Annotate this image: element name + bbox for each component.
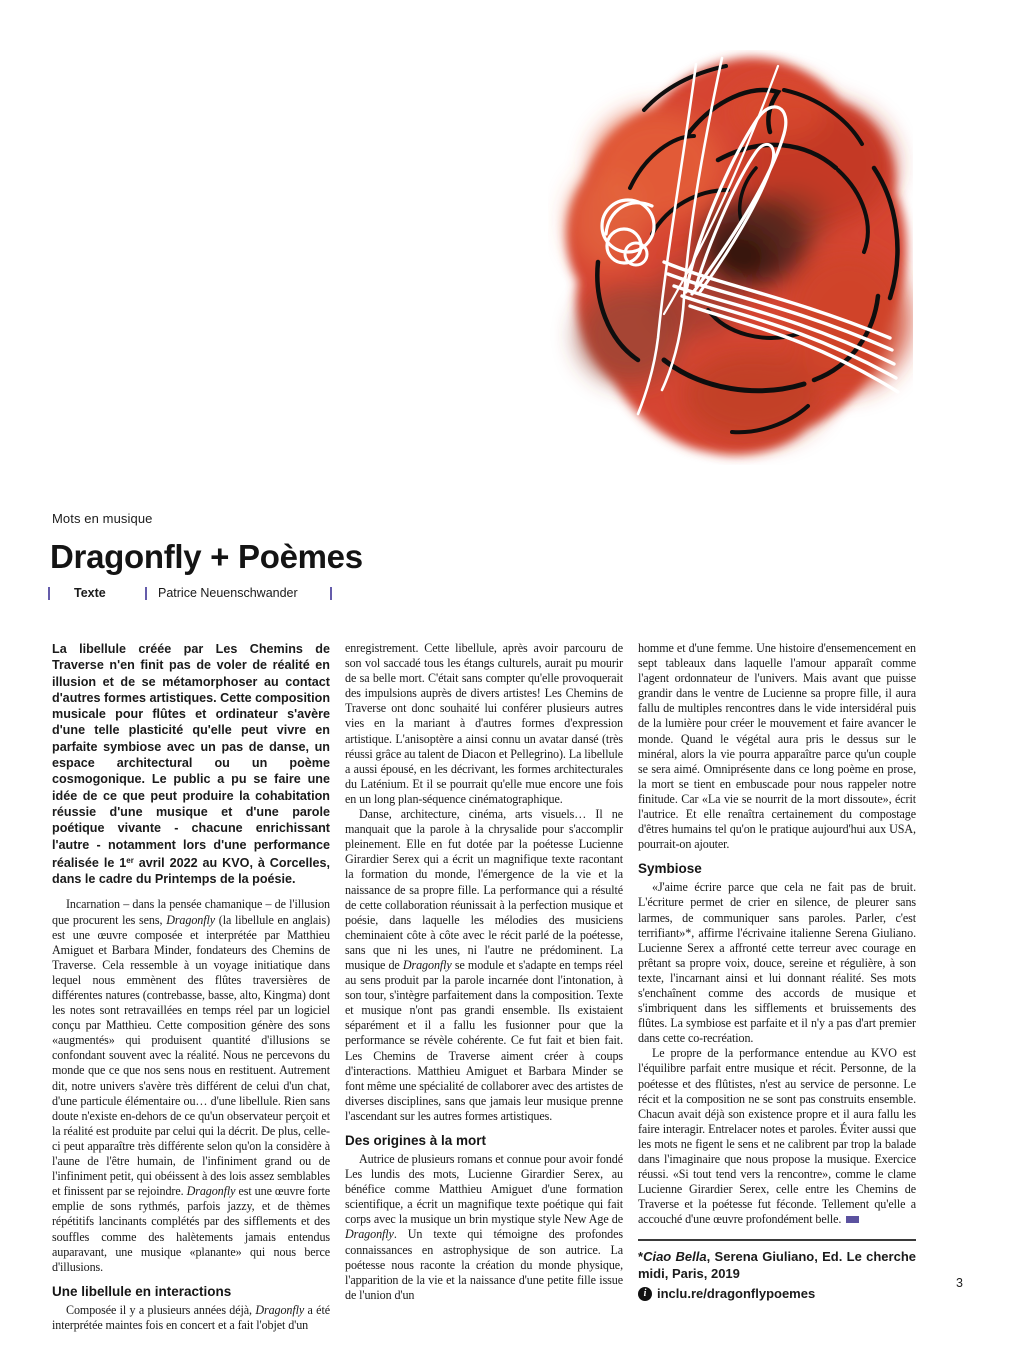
lead-paragraph: La libellule créée par Les Chemins de Traverse n'en finit pas de voler de réalité en illusion et de se métamorphoser au contact d'autres formes artistiques. Cette composition musicale pour flûtes et ordinateur s'avère d'une telle plasticité qu'elle peut vivre en parfaite symbiose avec un pas de danse, un espace architectural ou un poème cosmogonique. Le public a pu se faire une idée de ce que peut produire la cohabitation réussie d'une musique et d'une parole poétique vivante - chacune enrichissant l'autre - notamment lors d'une performance réalisée le 1er avril 2022 au KVO, à Corcelles, dans le cadre du Printemps de la poésie. bbox=[52, 642, 331, 887]
closing-text: Le propre de la performance entendue au KVO est l'équilibre parfait entre musique et récit. Personne, de la poétesse et des flûtistes, n'est au service de personne. Le récit et la composition ne se sont pas construits ensemble. Chacun avait déjà son existence propre et il aura fallu les faire interagir. Entrelacer notes et paroles. Éviter aussi que les mots ne figent le sens et ne calibrent par trop la balade dans l'imaginaire que nous propose la musique. Exercice réussi. «Si tout tend vers la rencontre», comme le clame Lucienne Girardier Serex, celle entre les Chemins de Traverse et la poétesse fut féconde. Tellement qu'elle a accouché d'une œuvre profondément belle. bbox=[638, 1046, 916, 1227]
closing-paragraph bbox=[638, 1046, 916, 1227]
body-paragraph: homme et d'une femme. Une histoire d'ensemencement en sept tableaux dans laquelle l'amour apparaît comme l'agent ordonnateur de l'univers. Mais avant que puisse grandir dans le ventre de Lucienne sa propre fille, il aura fallu de multiples rencontres dans le vide intersidéral puis de la lumière pour créer le mouvement et faire avancer le monde. Quand le végétal aura pris le dessus sur le minéral, alors la vie pourra apparaître parce qu'un couple se sera aimé. Omniprésente dans ce long poème en prose, la mort se tient en embuscade pour nous rappeler notre finitude. Car «La vie se nourrit de la mort dissoute», écrit l'autrice. Et elle renaîtra certainement du compostage d'êtres humains tel qu'on le pratique aujourd'hui aux USA, pourrait-on ajouter. bbox=[638, 641, 916, 852]
byline-label: Texte bbox=[74, 586, 106, 600]
footnote-link[interactable]: inclu.re/dragonflypoemes bbox=[657, 1286, 816, 1302]
body-paragraph: Danse, architecture, cinéma, arts visuels… Il ne manquait que la parole à la chrysalide pour s'accomplir pleinement. Elle en fut dotée par la poétesse Lucienne Girardier Serex qui a écrit un magnifique texte racontant la formation du monde, l'émergence de la vie et la naissance de sa propre fille. La performance qui a résulté de cette collaboration réunissait à la perfection musique et poésie, dans laquelle les mélodies des musiciens cheminaient côte à côte avec le récit parlé de la poétesse, sans que ni les unes, ni l'autre ne prédominent. La musique de Dragonfly se module et s'adapte en temps réel au sens produit par la parole incarnée dont l'intonation, à son tour, s'intègre parfaitement dans la composition. Texte et musique n'ont pas grandi ensemble. Ils existaient séparément et il a fallu les fusionner pour que la performance se révèle cohérente. Ce fut fait et bien fait. Les Chemins de Traverse aiment créer à coups d'interactions. Matthieu Amiguet et Barbara Minder se font même une spécialité de collaborer avec des artistes de diverses disciplines, sans que jamais leur musique prenne l'ascendant sur les autres formes artistiques. bbox=[345, 807, 623, 1123]
section-heading: Symbiose bbox=[638, 861, 702, 877]
byline-author: Patrice Neuenschwander bbox=[158, 586, 298, 600]
column-2 bbox=[345, 641, 623, 1333]
article-end-mark bbox=[846, 1216, 859, 1223]
footnote-link-row bbox=[638, 1286, 916, 1301]
link-icon bbox=[638, 1287, 652, 1301]
byline-divider bbox=[330, 587, 332, 600]
link-icon-glyph: i bbox=[643, 1288, 647, 1300]
section-heading: Une libellule en interactions bbox=[52, 1283, 232, 1299]
article-columns bbox=[52, 641, 916, 1333]
body-paragraph: «J'aime écrire parce que cela ne fait pas de bruit. L'écriture permet de crier en silence, de pleurer sans larmes, de communiquer sans paroles. Parler, c'est terrifiant»*, affirme l'écrivaine italienne Serena Giuliano. Lucienne Serex a affronté cette terreur avec courage en prêtant sa propre voix, douce, sereine et régulière, à son texte, l'incarnant ainsi et lui donnant réalité. Ses mots s'enchaînent comme des accords de musique et s'imbriquent dans les sifflements et bruissements des flûtes. La symbiose est parfaite et il n'y a pas d'art premier dans cette co-recréation. bbox=[638, 880, 916, 1046]
body-paragraph: enregistrement. Cette libellule, après avoir parcouru de son vol saccadé tous les étangs culturels, aurait pu mourir de sa belle mort. C'était sans compter qu'elle provoquerait des impulsions auprès de divers artistes! Les Chemins de Traverse ont donc souhaité lui conférer plusieurs autres vies en la mariant à d'autres formes d'expression artistique. L'anisoptère a ainsi connu un avatar dansé (très réussi grâce au talent de Diacon et Pellegrino). La libellule a aussi épousé, en les décrivant, les formes architecturales du Laténium. Et il se pourrait qu'elle mue encore une fois en un long plan-séquence cinématographique. bbox=[345, 641, 623, 806]
body-paragraph: Composée il y a plusieurs années déjà, Dragonfly a été interprétée maintes fois en concert et a fait l'objet d'un bbox=[52, 1302, 330, 1332]
kicker: Mots en musique bbox=[52, 511, 153, 526]
body-paragraph: Autrice de plusieurs romans et connue pour avoir fondé Les lundis des mots, Lucienne Girardier Serex, au bénéfice comme Matthieu Amiguet d'une formation scientifique, a écrit un magnifique texte poétique qui fait corps avec la musique un brin mystique style New Age de Dragonfly. Un texte qui témoigne des profondes connaissances en astrophysique de son autrice. La poétesse nous raconte la création du monde physique, l'apparition de la vie et la naissance d'une petite fille issue de l'union d'un bbox=[345, 1152, 623, 1302]
footnote-reference: *Ciao Bella, Serena Giuliano, Ed. Le cherche midi, Paris, 2019 bbox=[638, 1249, 917, 1282]
page-title: Dragonfly + Poèmes bbox=[50, 538, 363, 575]
footnote bbox=[638, 1239, 916, 1301]
page-number: 3 bbox=[956, 1276, 963, 1290]
column-1 bbox=[52, 641, 330, 1333]
body-paragraph: Incarnation – dans la pensée chamanique – de l'illusion que procurent les sens, Dragonfly (la libellule en anglais) est une œuvre composée et interprétée par Matthieu Amiguet et Barbara Minder, fondateurs des Chemins de Traverse. Cela ressemble à un voyage initiatique dans lequel nous emmènent des flûtes traversières de différentes natures (contrebasse, basse, alto, Kingma) dont les notes sont retravaillées en temps réel par un logiciel conçu par Matthieu. Cette composition génère des sons «augmentés» qui produisent quantité d'illusions se confondant souvent avec la réalité. Nous ne percevons du monde que ce que nos sens nous en restituent. Autrement dit, notre univers s'avère très différent de celui d'un chat, d'une particule élémentaire ou… d'une libellule. Rien sans doute n'existe en-dehors de ce qu'un observateur perçoit et la réalité est produite par celui qui la décrit. De plus, celle-ci peut apparaître très différente selon qu'on la considère à l'aune de l'être humain, de l'infiniment grand ou de l'infiniment petit, qui obéissent à des lois assez semblables et finissent par se rejoindre. Dragonfly est une œuvre forte emplie de sons rythmés, parfois jazzy, et de thèmes répétitifs lancinants complétés par des sifflements et des souffles comme des halètements jamais entendus auparavant, une musique «planante» qui nous berce d'illusions. bbox=[52, 897, 330, 1274]
section-heading: Des origines à la mort bbox=[345, 1133, 487, 1148]
poppy-illustration bbox=[548, 50, 913, 465]
byline bbox=[48, 585, 332, 601]
column-3 bbox=[638, 641, 916, 1333]
